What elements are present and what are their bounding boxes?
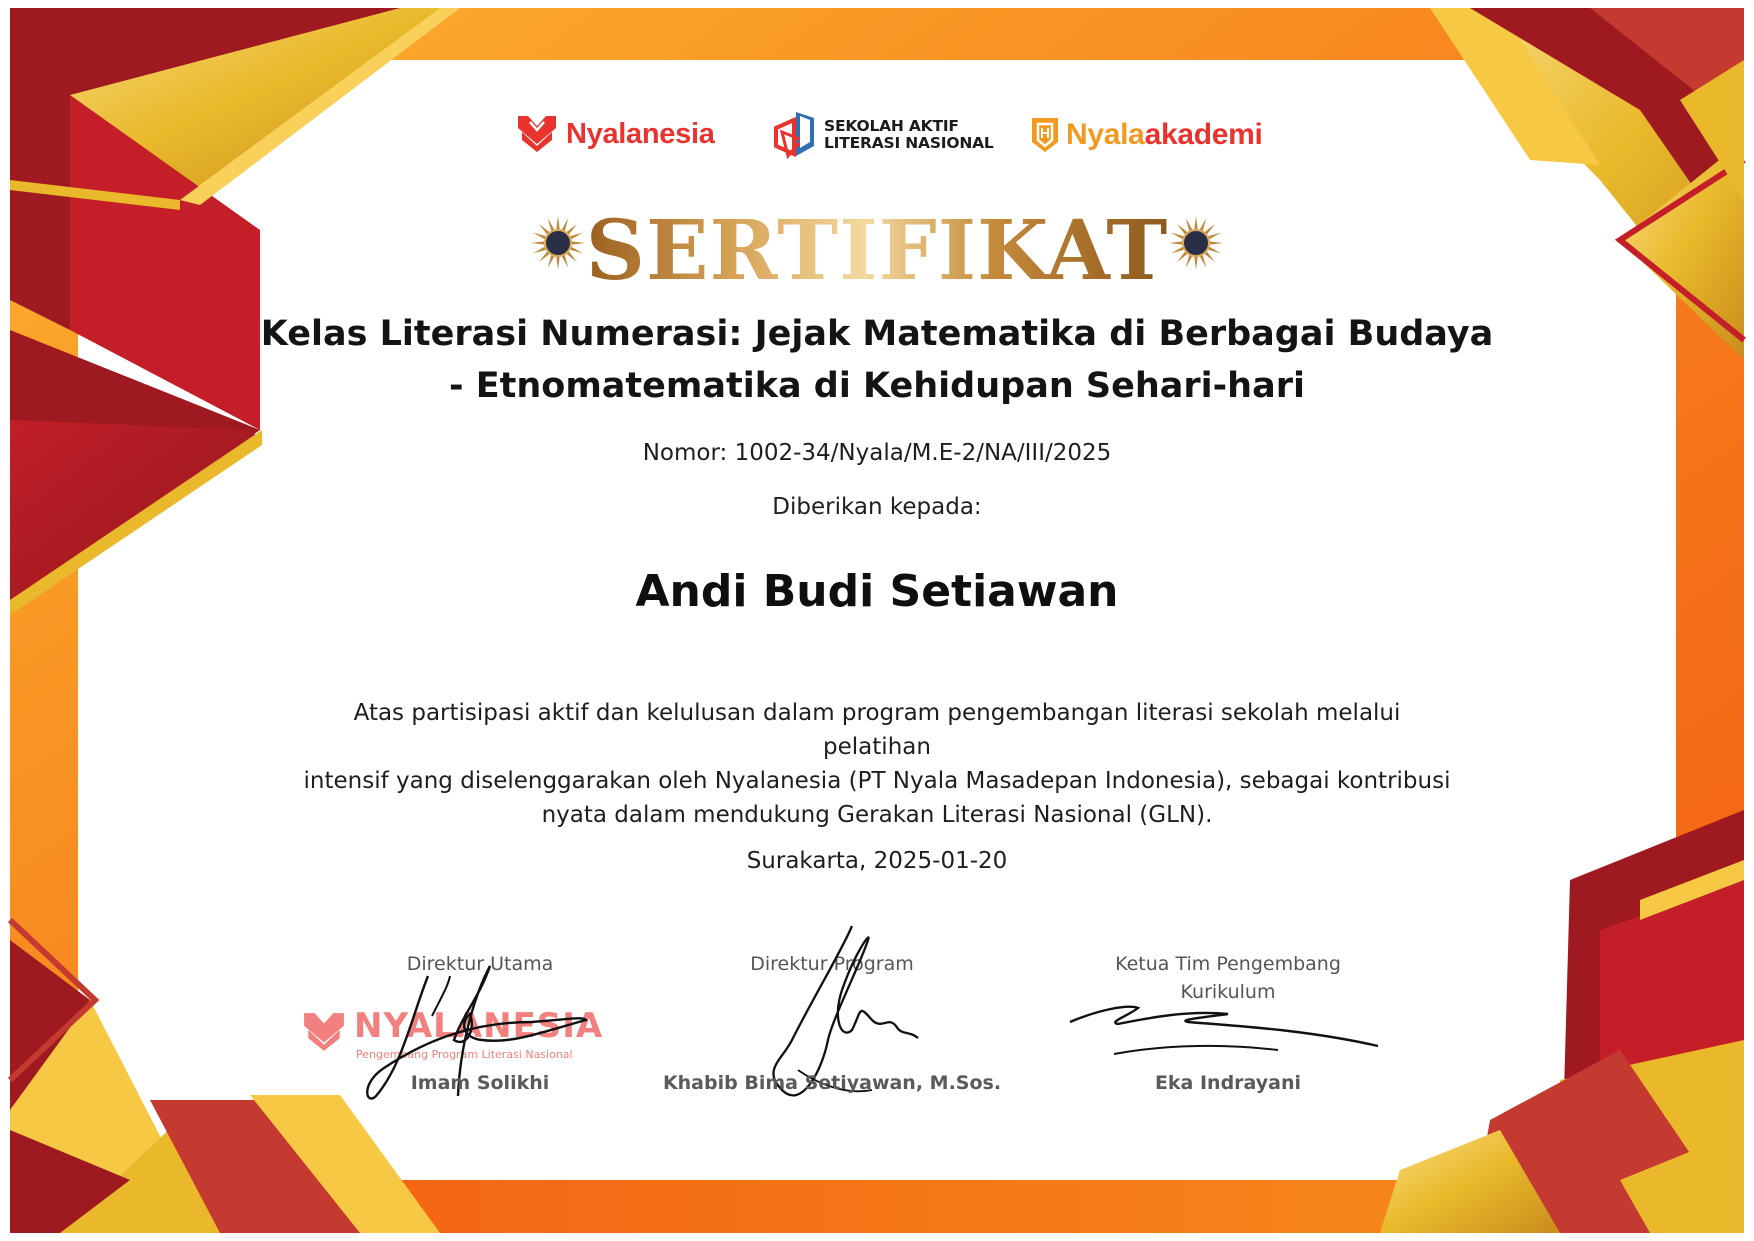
- certificate-number: Nomor: 1002-34/Nyala/M.E-2/NA/III/2025: [642, 440, 1112, 466]
- signature-block-2: [652, 950, 1012, 1110]
- place-date: Surakarta, 2025-01-20: [746, 848, 1008, 874]
- sunburst-medal-icon: [1168, 215, 1224, 271]
- title-block: [0, 205, 1754, 297]
- description: [300, 696, 1454, 832]
- signatory-role-line1: Ketua Tim Pengembang: [1115, 953, 1341, 975]
- sekolah-logo-line2: LITERASI NASIONAL: [824, 134, 994, 152]
- course-title-line2: - Etnomatematika di Kehidupan Sehari-hari: [449, 366, 1305, 406]
- signature-block-3: [1048, 950, 1408, 1110]
- signatory-name: Eka Indrayani: [1154, 1072, 1302, 1094]
- akademi-logo-part2: akademi: [1144, 118, 1263, 151]
- handwritten-signature: [1068, 996, 1388, 1076]
- book-icon: [772, 110, 816, 160]
- signatory-name: Khabib Bima Setiyawan, M.Sos.: [662, 1072, 1002, 1094]
- course-title: [0, 308, 1754, 412]
- logo-row: [0, 108, 1754, 168]
- nyalaakademi-logo: [1030, 116, 1263, 154]
- course-title-line1: Kelas Literasi Numerasi: Jejak Matematika di Berbagai Budaya: [260, 314, 1494, 354]
- nyalanesia-flame-icon: [516, 114, 558, 154]
- signatory-role-line2: Kurikulum: [1180, 981, 1276, 1003]
- signatory-name: Imam Solikhi: [410, 1072, 550, 1094]
- nyalanesia-logo-text: Nyalanesia: [566, 117, 715, 150]
- sekolah-logo-line1: SEKOLAH AKTIF: [824, 117, 959, 135]
- stamp-subtitle: Pengembang Program Literasi Nasional: [356, 1048, 573, 1061]
- sekolah-aktif-logo: [772, 110, 994, 160]
- signatory-role: Direktur Program: [750, 953, 914, 975]
- description-line3: nyata dalam mendukung Gerakan Literasi Nasional (GLN).: [541, 802, 1213, 828]
- description-line2: intensif yang diselenggarakan oleh Nyalanesia (PT Nyala Masadepan Indonesia), sebagai kontribusi: [303, 768, 1451, 794]
- nyalanesia-logo: [516, 114, 715, 154]
- signature-block-1: [300, 950, 660, 1110]
- certificate-title-text: SERTIFIKAT: [585, 203, 1169, 299]
- given-to-label: Diberikan kepada:: [772, 494, 982, 520]
- shield-icon: [1030, 116, 1060, 154]
- recipient-name: Andi Budi Setiawan: [635, 566, 1119, 617]
- stamp-word: NYALANESIA: [354, 1006, 604, 1046]
- certificate-title: [0, 205, 1754, 297]
- akademi-logo-part1: Nyala: [1066, 118, 1145, 151]
- description-line1: Atas partisipasi aktif dan kelulusan dalam program pengembangan literasi sekolah melalui pelatihan: [353, 700, 1401, 760]
- signatory-role: Direktur Utama: [406, 953, 554, 975]
